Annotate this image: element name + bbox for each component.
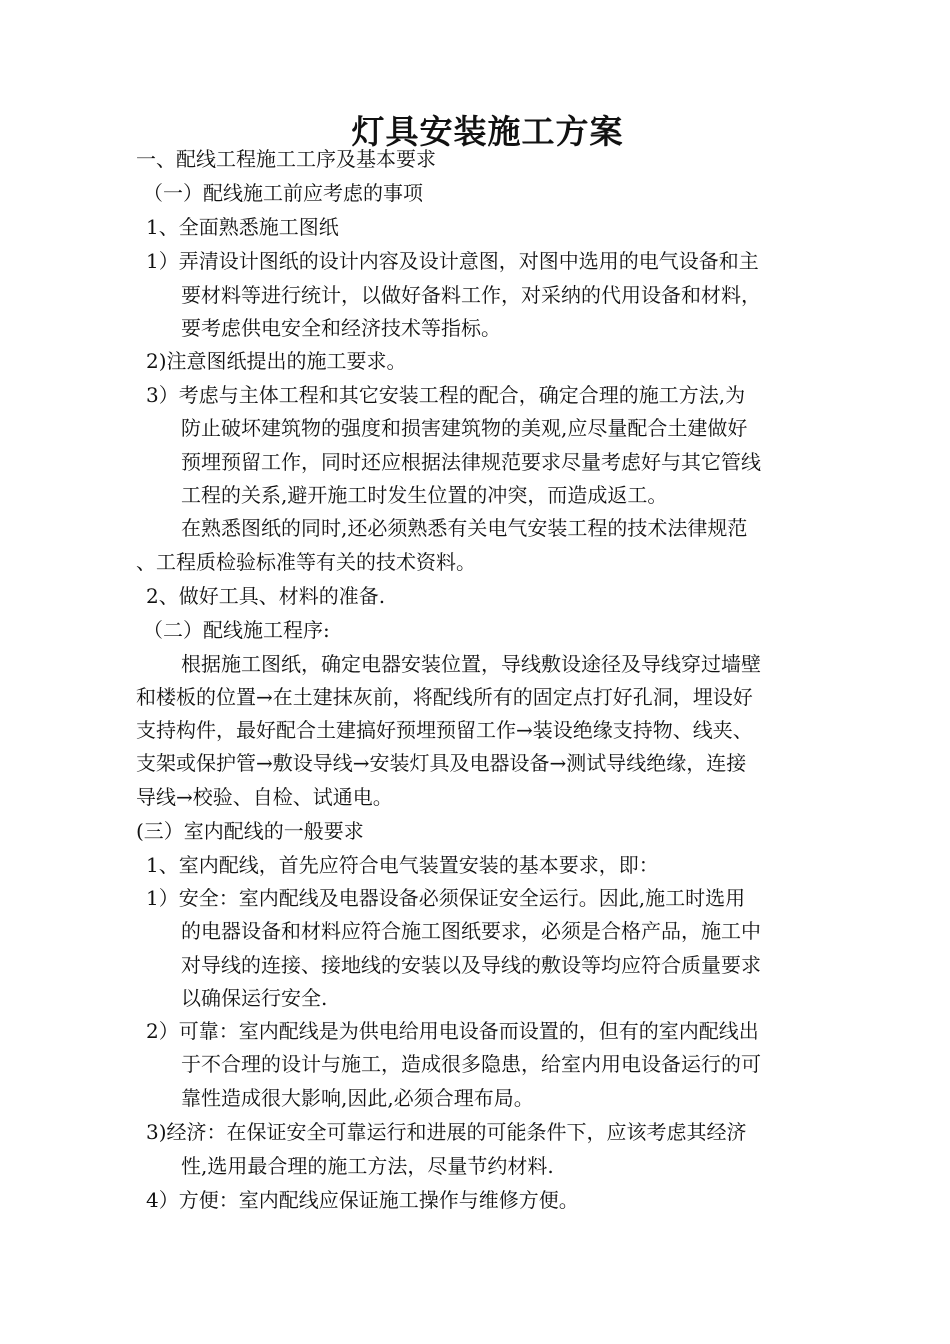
paragraph-line: 性,选用最合理的施工方法，尽量节约材料. xyxy=(181,1154,554,1178)
heading-1: 一、配线工程施工工序及基本要求 xyxy=(136,147,436,171)
paragraph-line: 1）弄清设计图纸的设计内容及设计意图，对图中选用的电气设备和主 xyxy=(146,249,759,273)
paragraph-line: 和楼板的位置→在土建抹灰前，将配线所有的固定点打好孔洞，埋设好 xyxy=(136,685,753,709)
paragraph-line: 导线→校验、自检、试通电。 xyxy=(136,785,393,809)
paragraph-line: 3)经济：在保证安全可靠运行和进展的可能条件下，应该考虑其经济 xyxy=(146,1120,747,1144)
item-2: 2、做好工具、材料的准备. xyxy=(146,584,386,608)
paragraph-line: 、工程质检验标准等有关的技术资料。 xyxy=(136,550,476,574)
paragraph-line: 工程的关系,避开施工时发生位置的冲突，而造成返工。 xyxy=(181,483,668,507)
paragraph-line: 要材料等进行统计，以做好备料工作，对采纳的代用设备和材料， xyxy=(181,283,761,307)
paragraph-line: 支架或保护管→敷设导线→安装灯具及电器设备→测试导线绝缘，连接 xyxy=(136,751,747,775)
subheading-3: (三）室内配线的一般要求 xyxy=(136,819,364,843)
paragraph-line: 2)注意图纸提出的施工要求。 xyxy=(146,349,407,373)
paragraph-line: 根据施工图纸，确定电器安装位置，导线敷设途径及导线穿过墙壁 xyxy=(181,652,761,676)
paragraph-line: 靠性造成很大影响,因此,必须合理布局。 xyxy=(181,1086,534,1110)
paragraph-line: 的电器设备和材料应符合施工图纸要求，必须是合格产品，施工中 xyxy=(181,919,761,943)
paragraph-line: 2）可靠：室内配线是为供电给用电设备而设置的，但有的室内配线出 xyxy=(146,1019,759,1043)
subheading-2: （二）配线施工程序: xyxy=(143,618,330,642)
paragraph-line: 1）安全：室内配线及电器设备必须保证安全运行。因此,施工时选用 xyxy=(146,886,746,910)
paragraph-line: 预埋预留工作，同时还应根据法律规范要求尽量考虑好与其它管线 xyxy=(181,450,761,474)
paragraph-line: 在熟悉图纸的同时,还必须熟悉有关电气安装工程的技术法律规范 xyxy=(181,516,748,540)
item-1: 1、室内配线，首先应符合电气装置安装的基本要求，即： xyxy=(146,853,659,877)
subheading-1: （一）配线施工前应考虑的事项 xyxy=(143,181,423,205)
paragraph-line: 3）考虑与主体工程和其它安装工程的配合，确定合理的施工方法,为 xyxy=(146,383,746,407)
document-title: 灯具安装施工方案 xyxy=(351,112,624,151)
paragraph-line: 防止破坏建筑物的强度和损害建筑物的美观,应尽量配合土建做好 xyxy=(181,416,748,440)
paragraph-line: 支持构件，最好配合土建搞好预埋预留工作→装设绝缘支持物、线夹、 xyxy=(136,718,753,742)
paragraph-line: 对导线的连接、接地线的安装以及导线的敷设等均应符合质量要求 xyxy=(181,953,761,977)
paragraph-line: 4）方便：室内配线应保证施工操作与维修方便。 xyxy=(146,1188,579,1212)
paragraph-line: 于不合理的设计与施工，造成很多隐患，给室内用电设备运行的可 xyxy=(181,1052,761,1076)
paragraph-line: 以确保运行安全. xyxy=(181,986,328,1010)
paragraph-line: 要考虑供电安全和经济技术等指标。 xyxy=(181,316,501,340)
item-1: 1、全面熟悉施工图纸 xyxy=(146,215,339,239)
